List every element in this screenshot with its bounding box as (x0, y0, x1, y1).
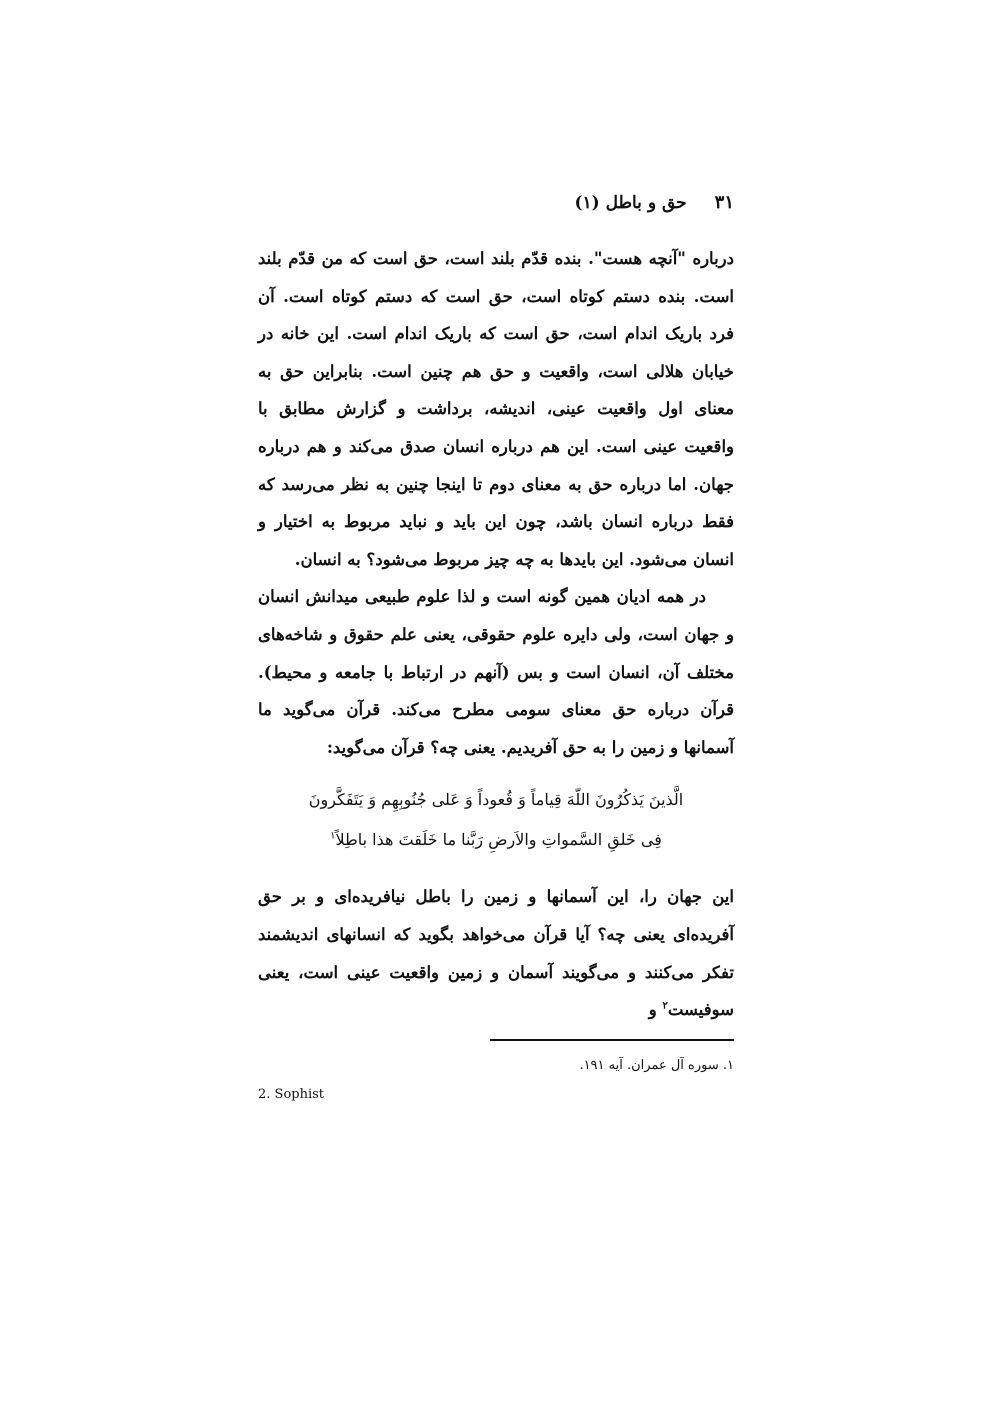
chapter-title: حق و باطل (۱) (574, 193, 687, 213)
quran-verse-line-1: الَّذینَ یَذکُرُونَ اللّهَ قِیاماً وَ قُعوداً وَ عَلی جُنُوبِهِم وَ یَتَفَکَّرونَ (308, 790, 684, 810)
quran-verse-line-2-text: فِی خَلقِ السَّمواتِ والاَرضِ رَبَّنا ما خَلَقتَ هذا باطِلاً (335, 830, 662, 850)
footnote-2: 2. Sophist (258, 1086, 325, 1102)
quran-verse (282, 780, 710, 860)
footnote-ref-2: ۲ (662, 1000, 668, 1012)
footnote-ref-1: ۱ (330, 830, 336, 842)
book-page (258, 186, 734, 1109)
footnote-1: ۱. سوره آل عمران. آیه ۱۹۱. (579, 1057, 734, 1073)
running-header (258, 186, 734, 220)
body-text (258, 240, 734, 1029)
page-number: ۳۱ (714, 192, 734, 213)
footnotes (258, 1051, 734, 1109)
footnote-divider (490, 1039, 734, 1041)
quran-verse-line-2 (282, 820, 710, 860)
paragraph-3-text: این جهان را، این آسمانها و زمین را باطل نیافریده‌ای و بر حق آفریده‌ای یعنی چه؟ آیا قرآن می‌خواهد بگوید که انسانهای اندیشمند تفکر می‌کنند و می‌گویند آسمان و زمین واقعیت عینی است، یعنی سوفیست (258, 887, 734, 1020)
paragraph-2: در همه ادیان همین گونه است و لذا علوم طبیعی میدانش انسان و جهان است، ولی دایره علوم حقوقی، یعنی علم حقوق و شاخه‌های مختلف آن، انسان است و بس (آنهم در ارتباط با جامعه و محیط). قرآن درباره حق معنای سومی مطرح می‌کند. قرآن می‌گوید ما آسمانها و زمین را به حق آفریدیم. یعنی چه؟ قرآن می‌گوید: (258, 587, 734, 757)
paragraph-3-tail: و (648, 1000, 663, 1020)
paragraph-3 (258, 878, 734, 1028)
paragraph-1: درباره "آنچه هست". بنده قدّم بلند است، حق است که من قدّم بلند است. بنده دستم کوتاه است، حق است که دستم کوتاه است. آن فرد باریک اندام است، حق است که باریک اندام است. این خانه در خیابان هلالی است، واقعیت و حق هم چنین است. بنابراین حق به معنای اول واقعیت عینی، اندیشه، برداشت و گزارش مطابق با واقعیت عینی است. این هم درباره انسان صدق می‌کند و هم درباره جهان. اما درباره حق به معنای دوم تا اینجا چنین به نظر می‌رسد که فقط درباره انسان باشد، چون این باید و نباید مربوط به اختیار و انسان می‌شود. این بایدها به چه چیز مربوط می‌شود؟ به انسان. (258, 249, 734, 569)
